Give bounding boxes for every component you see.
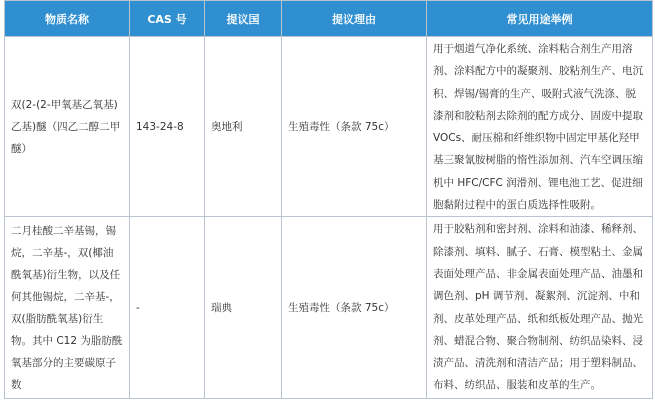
header-cas-number: CAS 号: [130, 1, 205, 37]
cell-cas-number: 143-24-8: [130, 37, 205, 217]
cell-common-uses: 用于胶粘剂和密封剂、涂料和油漆、稀释剂、除漆剂、填料、腻子、石膏、模型粘土、金属表面处理产品、非金属表面处理产品、油墨和调色剂、pH 调节剂、凝絮剂、沉淀剂、中和剂、皮革处理产品、纸和纸板处理产品、抛光剂、蜡混合物、聚合物制剂、纺织品染料、浸渍产品、清洗剂和清洁产品；用于塑料制品、布料、纺织品、服装和皮革的生产。: [427, 217, 653, 399]
header-proposing-country: 提议国: [205, 1, 282, 37]
cell-proposing-country: 奥地利: [205, 37, 282, 217]
cell-proposal-reason: 生殖毒性（条款 75c）: [282, 217, 427, 399]
cell-common-uses: 用于烟道气净化系统、涂料粘合剂生产用溶剂、涂料配方中的凝聚剂、胶粘剂生产、电沉积、焊锡/锡膏的生产、吸附式液气洗涤、脱漆剂和胶粘剂去除剂的配方成分、固废中提取 VOCs、耐压棉和纤维织物中固定甲基化羟甲基三聚氰胺树脂的惰性添加剂、汽车空调压缩机中 HFC/CFC 润滑剂、锂电池工艺、促进细胞黏附过程中的蛋白质选择性吸附。: [427, 37, 653, 217]
table-row: [5, 217, 653, 399]
header-common-uses: 常见用途举例: [427, 1, 653, 37]
cell-proposal-reason: 生殖毒性（条款 75c）: [282, 37, 427, 217]
table-row: [5, 37, 653, 217]
cell-cas-number: -: [130, 217, 205, 399]
cell-substance-name: 二月桂酸二辛基锡，锡烷，二辛基-，双(椰油酰氧基)衍生物，以及任何其他锡烷，二辛基-，双(脂肪酰氧基)衍生物。其中 C12 为脂肪酰氧基部分的主要碳原子数: [5, 217, 130, 399]
header-substance-name: 物质名称: [5, 1, 130, 37]
header-proposal-reason: 提议理由: [282, 1, 427, 37]
cell-proposing-country: 瑞典: [205, 217, 282, 399]
substance-table: [4, 0, 653, 399]
cell-substance-name: 双(2-(2-甲氧基乙氧基)乙基)醚（四乙二醇二甲醚）: [5, 37, 130, 217]
table-header-row: [5, 1, 653, 37]
